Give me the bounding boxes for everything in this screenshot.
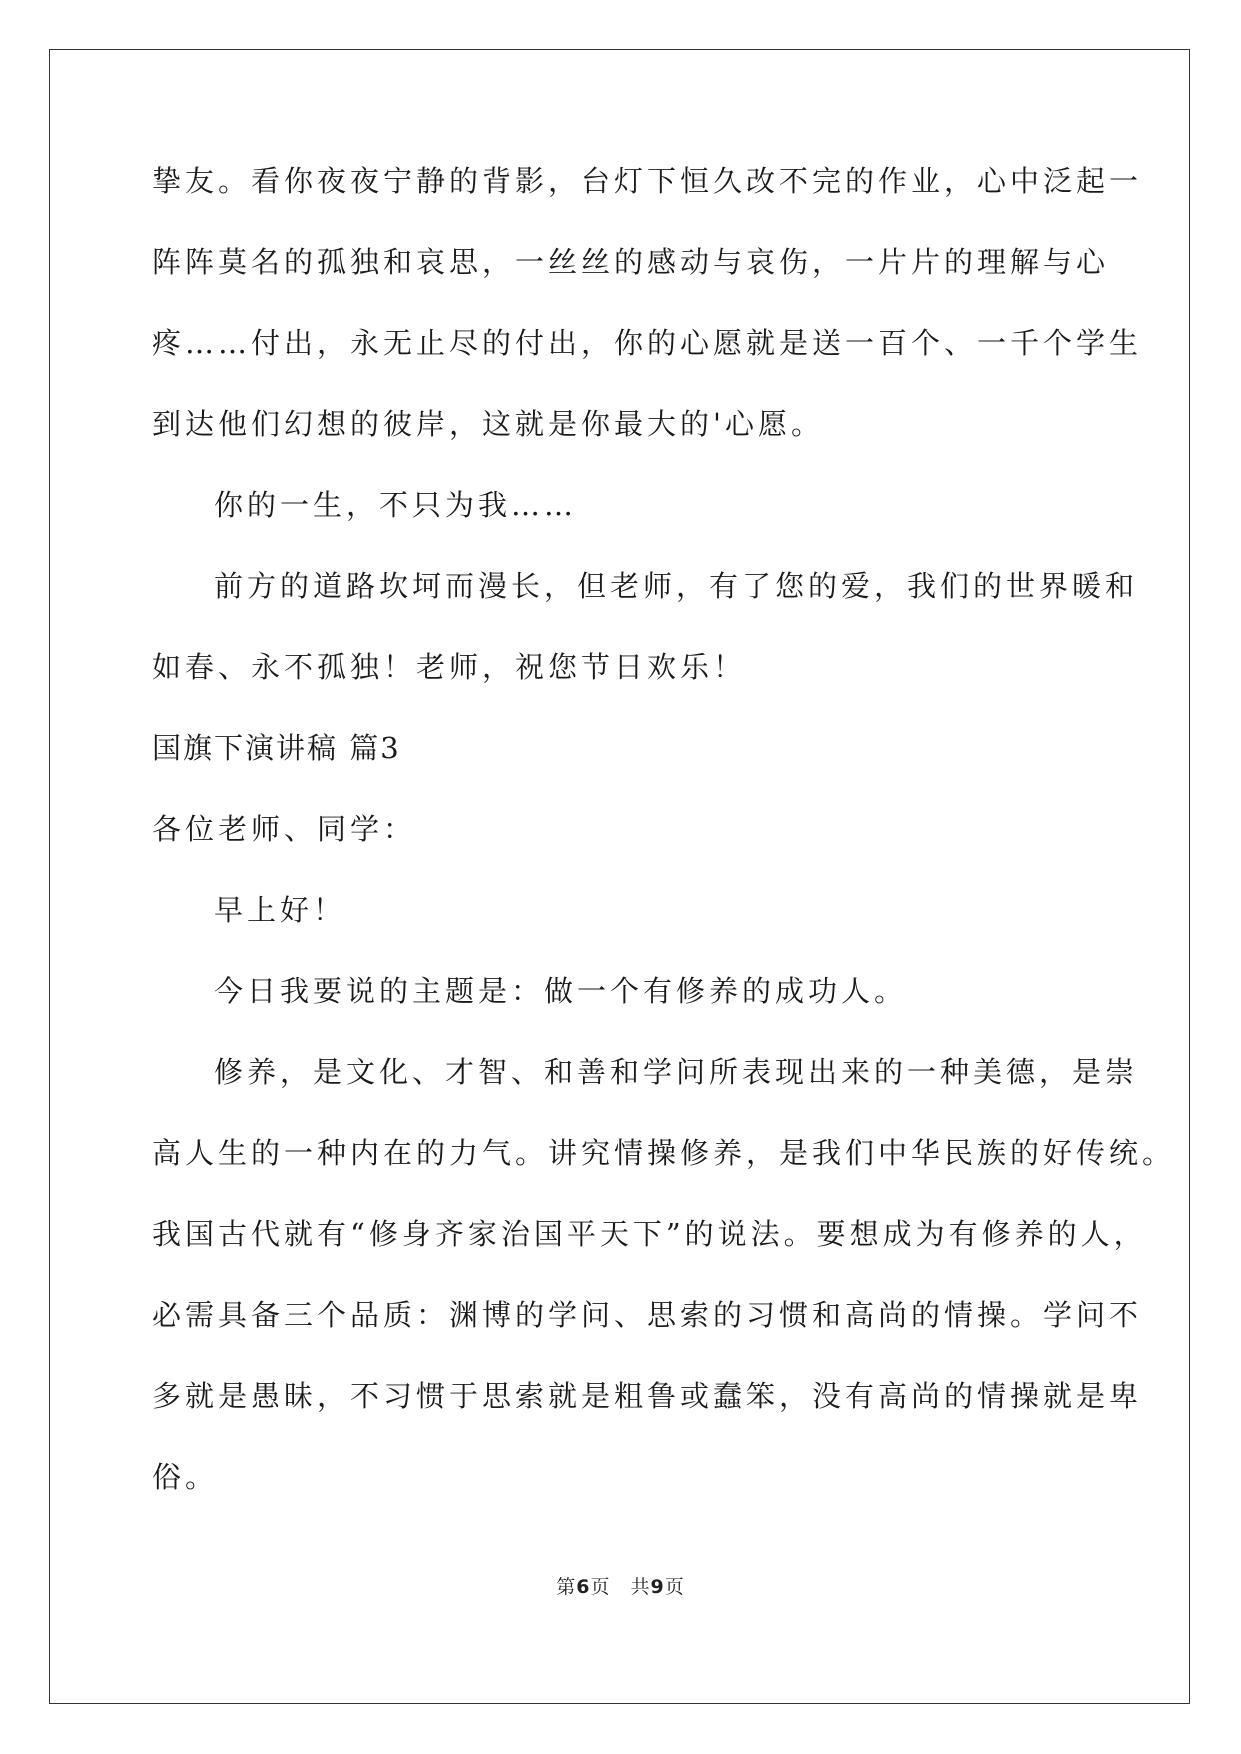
footer-page-word: 页 bbox=[590, 1576, 611, 1598]
greeting: 早上好！ bbox=[214, 893, 347, 927]
document-body bbox=[152, 158, 1176, 1535]
salutation: 各位老师、同学： bbox=[152, 812, 417, 846]
paragraph-line: 你的一生，不只为我…… bbox=[214, 488, 578, 522]
paragraph-line: 必需具备三个品质：渊博的学问、思索的习惯和高尚的情操。学问不 bbox=[152, 1298, 1143, 1332]
paragraph-line: 前方的道路坎坷而漫长，但老师，有了您的爱，我们的世界暖和 bbox=[214, 569, 1139, 603]
paragraph-line: 挚友。看你夜夜宁静的背影，台灯下恒久改不完的作业，心中泛起一 bbox=[152, 164, 1143, 198]
total-page-number: 9 bbox=[650, 1576, 665, 1598]
footer-total-suffix: 页 bbox=[664, 1576, 685, 1598]
paragraph-line: 高人生的一种内在的力气。讲究情操修养，是我们中华民族的好传统。 bbox=[152, 1136, 1176, 1170]
paragraph-line: 多就是愚昧，不习惯于思索就是粗鲁或蠢笨，没有高尚的情操就是卑 bbox=[152, 1379, 1143, 1413]
footer-total-prefix: 共 bbox=[630, 1576, 651, 1598]
paragraph-line: 修养，是文化、才智、和善和学问所表现出来的一种美德，是崇 bbox=[214, 1055, 1139, 1089]
paragraph-line: 今日我要说的主题是：做一个有修养的成功人。 bbox=[214, 974, 908, 1008]
paragraph-line: 疼……付出，永无止尽的付出，你的心愿就是送一百个、一千个学生 bbox=[152, 326, 1143, 360]
current-page-number: 6 bbox=[576, 1576, 591, 1598]
paragraph-line: 到达他们幻想的彼岸，这就是你最大的'心愿。 bbox=[152, 407, 824, 441]
footer-prefix: 第 bbox=[556, 1576, 577, 1598]
paragraph-line: 我国古代就有“修身齐家治国平天下”的说法。要想成为有修养的人， bbox=[152, 1217, 1147, 1251]
page-footer bbox=[0, 1572, 1241, 1599]
paragraph-line: 俗。 bbox=[152, 1460, 219, 1494]
paragraph-line: 如春、永不孤独！老师，祝您节日欢乐！ bbox=[152, 650, 747, 684]
section-heading: 国旗下演讲稿 篇3 bbox=[152, 731, 401, 765]
paragraph-line: 阵阵莫名的孤独和哀思，一丝丝的感动与哀伤，一片片的理解与心 bbox=[152, 245, 1110, 279]
